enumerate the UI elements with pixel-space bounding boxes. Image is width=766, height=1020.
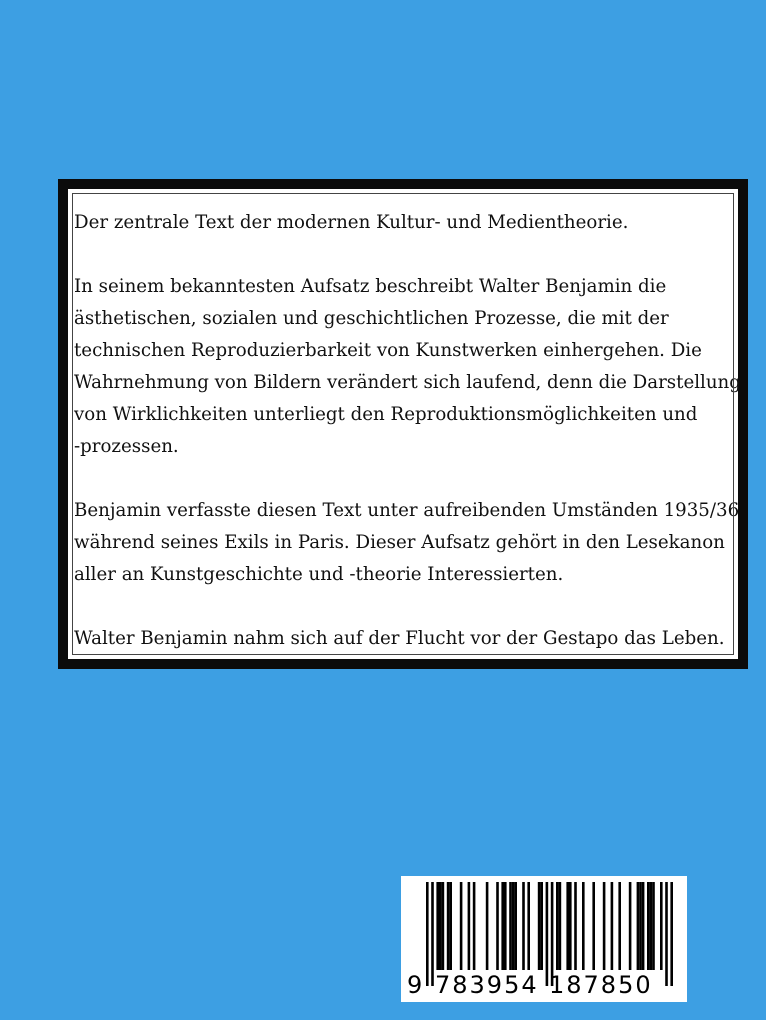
barcode-guard-bar [665, 882, 668, 986]
barcode-digits-right: 187850 [549, 971, 653, 999]
blurb-line: während seines Exils in Paris. Dieser Aufsatz gehört in den Lesekanon [74, 532, 725, 553]
barcode-bar [504, 882, 507, 970]
paragraph-gap [74, 591, 732, 623]
blurb-line: von Wirklichkeiten unterliegt den Reproduktionsmöglichkeiten und [74, 404, 698, 425]
barcode-bar [642, 882, 645, 970]
barcode-bar [468, 882, 471, 970]
barcode-bar [556, 882, 559, 970]
barcode-bar [442, 882, 445, 970]
barcode-bar [603, 882, 606, 970]
barcode-bar [538, 882, 541, 970]
barcode-digit-first: 9 [407, 971, 425, 999]
isbn-barcode [401, 876, 687, 1002]
blurb-line: technischen Reproduzierbarkeit von Kunstwerken einhergehen. Die [74, 340, 702, 361]
barcode-bar [436, 882, 439, 970]
barcode-bar [637, 882, 640, 970]
barcode-guard-bar [546, 882, 549, 986]
blurb-line: Benjamin verfasste diesen Text unter aufreibenden Umständen 1935/36 [74, 500, 740, 521]
blurb-line: -prozessen. [74, 436, 179, 457]
barcode-bar [522, 882, 525, 970]
barcode-digits-left: 783954 [435, 971, 539, 999]
barcode-bar [509, 882, 512, 970]
barcode-bar [540, 882, 543, 970]
barcode-bar [569, 882, 572, 970]
blurb-box [58, 179, 748, 669]
blurb-line: Wahrnehmung von Bildern verändert sich laufend, denn die Darstellung [74, 372, 741, 393]
blurb-line: ästhetischen, sozialen und geschichtlichen Prozesse, die mit der [74, 308, 669, 329]
barcode-bar [652, 882, 655, 970]
barcode-bar [566, 882, 569, 970]
barcode-bar [618, 882, 621, 970]
barcode-bar [512, 882, 515, 970]
blurb-line: Der zentrale Text der modernen Kultur- und Medientheorie. [74, 212, 629, 233]
barcode-bar [527, 882, 530, 970]
blurb-line: In seinem bekanntesten Aufsatz beschreibt Walter Benjamin die [74, 276, 667, 297]
barcode-bar [496, 882, 499, 970]
barcode-bar [473, 882, 476, 970]
barcode-bar [611, 882, 614, 970]
barcode-bar [650, 882, 653, 970]
barcode-bar [559, 882, 562, 970]
barcode-bar [514, 882, 517, 970]
barcode-bar [447, 882, 450, 970]
paragraph-gap [74, 463, 732, 495]
paragraph-gap [74, 239, 732, 271]
barcode-bar [647, 882, 650, 970]
blurb-line: Walter Benjamin nahm sich auf der Flucht vor der Gestapo das Leben. [74, 628, 725, 649]
barcode-guard-bar [426, 882, 429, 986]
barcode-bar [574, 882, 577, 970]
barcode-bar [582, 882, 585, 970]
barcode-bar [439, 882, 442, 970]
barcode-guard-bar [670, 882, 673, 986]
barcode-bar [660, 882, 663, 970]
blurb-line: aller an Kunstgeschichte und -theorie Interessierten. [74, 564, 564, 585]
barcode-bar [460, 882, 463, 970]
barcode-bar [639, 882, 642, 970]
barcode-bar [592, 882, 595, 970]
barcode-bar [486, 882, 489, 970]
barcode-bar [501, 882, 504, 970]
barcode-bar [629, 882, 632, 970]
barcode-bar [449, 882, 452, 970]
barcode-guard-bar [431, 882, 434, 986]
